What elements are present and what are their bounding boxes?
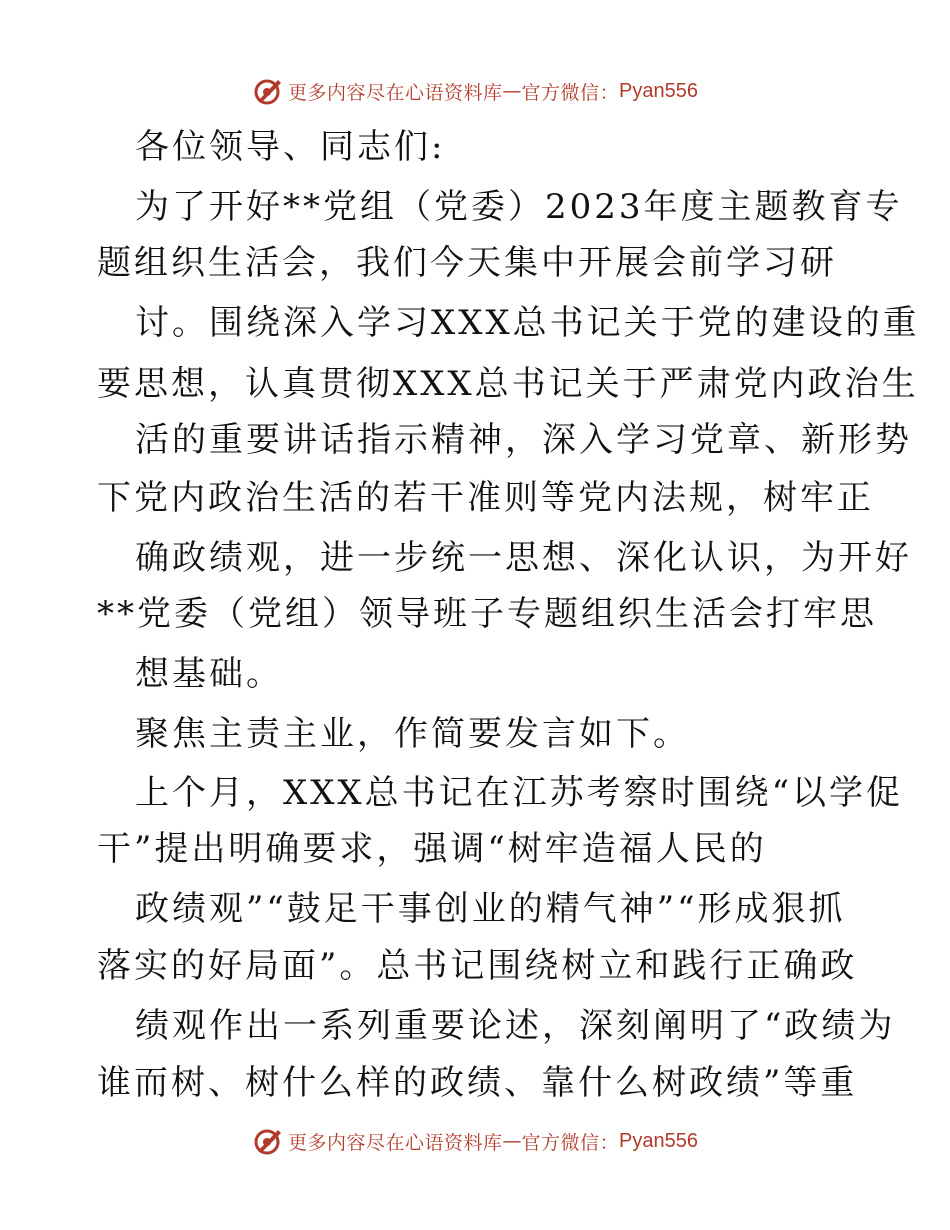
text-line: 想基础。: [135, 654, 283, 694]
text-line: 讨。围绕深入学习XXX总书记关于党的建设的重: [135, 303, 920, 343]
text-line: 上个月，XXX总书记在江苏考察时围绕“以学促: [135, 773, 903, 813]
text-line: **党委（党组）领导班子专题组织生活会打牢思: [97, 594, 877, 634]
watermark-wechat-id: Pyan556: [619, 79, 698, 102]
watermark-label: 官方微信：: [521, 1131, 620, 1154]
text-line: 确政绩观，进一步统一思想、深化认识，为开好: [135, 538, 912, 578]
watermark-wechat-id: Pyan556: [619, 1129, 698, 1152]
text-line: 干”提出明确要求，强调“树牢造福人民的: [97, 829, 767, 869]
text-line: 活的重要讲话指示精神，深入学习党章、新形势: [135, 420, 912, 460]
text-line: 谁而树、树什么样的政绩、靠什么树政绩”等重: [97, 1063, 858, 1103]
text-line: 聚焦主责主业，作简要发言如下。: [135, 714, 690, 754]
text-line: 下党内政治生活的若干准则等党内法规，树牢正: [97, 478, 874, 518]
text-line: 落实的好局面”。总书记围绕树立和践行正确政: [97, 946, 858, 986]
watermark-text: 更多内容尽在心语资料库: [288, 81, 503, 104]
text-line: 绩观作出一系列重要论述，深刻阐明了“政绩为: [135, 1006, 896, 1046]
text-line: 各位领导、同志们:: [135, 127, 446, 167]
watermark-label: 官方微信：: [521, 81, 620, 104]
text-line: 题组织生活会，我们今天集中开展会前学习研: [97, 243, 837, 283]
quill-logo-icon: [252, 1125, 284, 1157]
watermark-footer: [0, 1121, 950, 1161]
text-line: 政绩观”“鼓足干事创业的精气神”“形成狠抓: [135, 889, 846, 929]
watermark-separator: —: [502, 80, 522, 102]
watermark-separator: —: [502, 1130, 522, 1152]
text-line: 要思想，认真贯彻XXX总书记关于严肃党内政治生: [97, 364, 919, 404]
text-line: 为了开好**党组（党委）2023年度主题教育专: [135, 187, 903, 227]
watermark-text: 更多内容尽在心语资料库: [288, 1131, 503, 1154]
